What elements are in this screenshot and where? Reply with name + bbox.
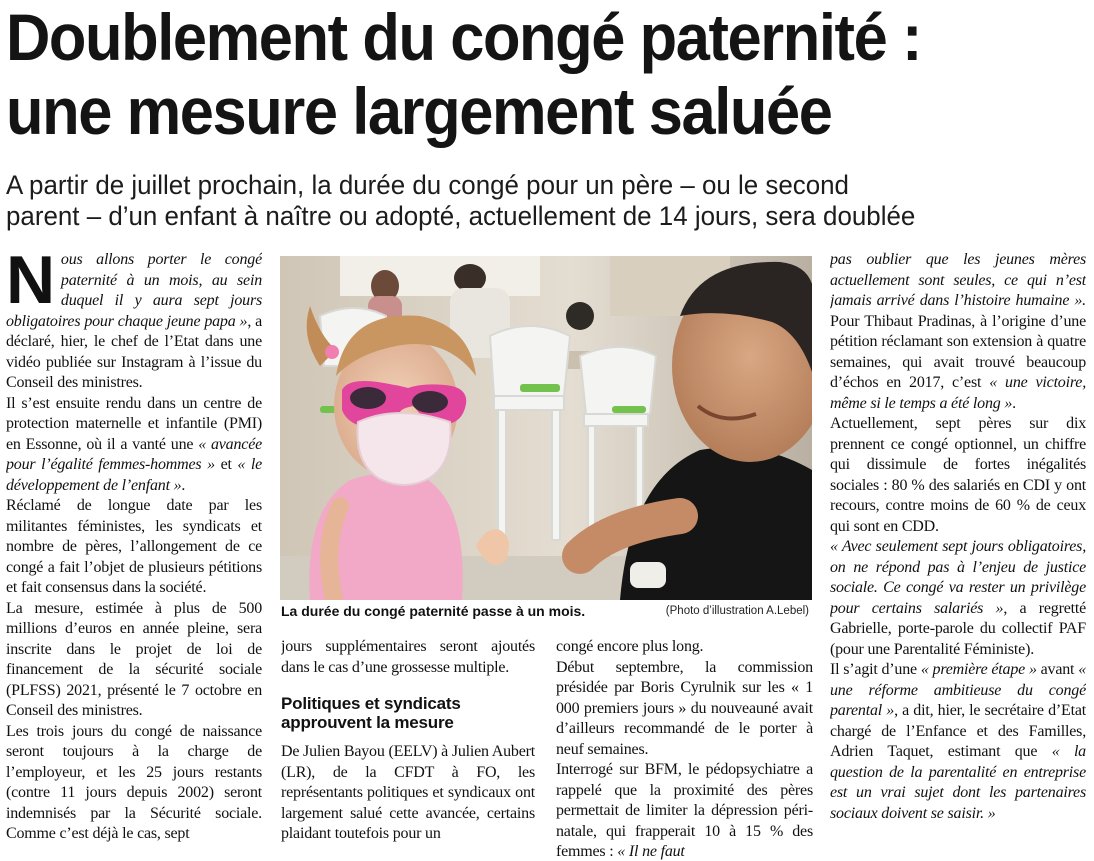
paragraph: Les trois jours du congé de naissance seront toujours à la charge de l’employeur, et les 25 jours restants (contre 11 jours depuis 2002) seront indemnisés par la Sécurité sociale. Comme c’est déjà le cas, sept — [6, 722, 262, 842]
section-heading: Politiques et syndicats approuvent la mesure — [281, 694, 461, 732]
headline-line-2: une mesure largement saluée — [6, 74, 832, 148]
text: . — [1012, 394, 1016, 412]
text: avant — [1036, 661, 1079, 678]
subhead-line-1: A partir de juillet prochain, la durée du congé pour un père – ou le second — [6, 170, 849, 200]
quote: ous allons porter le congé paternité à un mois, au sein duquel il y aura sept jours obligatoires pour chaque jeune papa » — [6, 251, 262, 330]
paragraph: Actuellement, sept pères sur dix prennent ce congé optionnel, un chiffre qui dissimule de fortes inégalités sociales : 80 % des salariés en CDI y ont recours, contre moins de 60 % de ceux qui sont en CDD. — [830, 415, 1086, 535]
photo-credit: (Photo d’illustration A.Lebel) — [665, 605, 809, 617]
quote: « une victoire, même si le temps a été long » — [830, 374, 1086, 412]
paragraph: congé encore plus long. — [556, 638, 704, 655]
text: et — [214, 456, 238, 473]
photo-caption — [281, 603, 813, 623]
photo-illustration — [280, 256, 812, 600]
article-headline — [6, 0, 1016, 148]
paragraph: jours supplémentaires seront ajoutés dans le cas d’une grossesse multiple. — [281, 638, 535, 676]
paragraph: Réclamé de longue date par les militantes féministes, les syndicats et nombre de pères, l’allongement de ce congé a fait l’objet de plusieurs pétitions et fait consensus dans la société. — [6, 497, 262, 596]
column-4 — [830, 250, 1086, 861]
quote: « avancée pour l’égalité femmes-hommes » — [6, 435, 262, 473]
paragraph — [830, 660, 1086, 824]
quote: « la question de la parentalité en entreprise est un vrai sujet dont les partenaires sociaux doivent se saisir. » — [830, 743, 1086, 822]
drop-cap: N — [6, 250, 55, 318]
headline-line-1: Doublement du congé paternité : — [6, 0, 922, 74]
quote: « Avec seulement sept jours obligatoires, on ne répond pas à l’enjeu de justice sociale. Ce congé va rester un privilège pour certains salariés » — [830, 538, 1086, 617]
paragraph: La mesure, estimée à plus de 500 millions d’euros en année pleine, sera inscrite dans le projet de loi de financement de la sécurité sociale (PLFSS) 2021, présenté le 7 octobre en Conseil des ministres. — [6, 599, 262, 719]
column-3 — [556, 637, 813, 861]
quote: « Il ne faut — [617, 843, 685, 860]
quote: « le développement de l’enfant » — [6, 456, 262, 494]
subhead-line-2: parent – d’un enfant à naître ou adopté, actuellement de 14 jours, sera doublée — [6, 201, 916, 231]
text: . — [181, 476, 186, 494]
paragraph — [6, 250, 262, 394]
article-subhead — [6, 170, 1052, 232]
text: , a déclaré, hier, le chef de l’Etat dans une vidéo publiée sur Instagram à l’issue du Conseil des ministres. — [6, 312, 262, 391]
caption-text: La durée du congé paternité passe à un mois. — [281, 603, 586, 619]
column-2 — [281, 637, 535, 861]
text: Il s’est ensuite rendu dans un centre de protection maternelle et infantile (PMI) en Essonne, où il a vanté une — [6, 394, 262, 453]
paragraph: De Julien Bayou (EELV) à Julien Aubert (LR), de la CFDT à FO, les représentants politiques et syndicaux ont largement salué cette avancée, certains plaidant toutefois pour un — [281, 743, 535, 842]
paragraph — [830, 250, 1086, 414]
text: , a regretté Gabrielle, porte-parole du collectif PAF (pour une Parentalité Féministe). — [830, 599, 1086, 658]
paragraph — [830, 537, 1086, 660]
paragraph: Début septembre, la commission présidée par Boris Cyrulnik sur les « 1 000 premiers jours » du nouveauné avait d’ailleurs recommandé de le porter à neuf semaines. — [556, 658, 813, 758]
text: Interrogé sur BFM, le pédopsychiatre a rappelé que la proximité des pères permettait de limiter la dépression péri-natale, qui frapperait 10 à 15 % des femmes : — [556, 761, 813, 860]
paragraph — [556, 760, 813, 861]
text: Pour Thibaut Pradinas, à l’origine d’une pétition réclamant son extension à quatre semaines, qui avait trouvé beaucoup d’échos en 2017, c’est — [830, 312, 1086, 391]
quote: « première étape » — [920, 661, 1037, 678]
quote: pas oublier que les jeunes mères actuellement sont seules, ce qui n’est jamais arrivé dans l’histoire humaine ». — [830, 251, 1086, 309]
column-1 — [6, 250, 262, 861]
text: , a dit, hier, le secrétaire d’Etat chargé de l’Enfance et des Familles, Adrien Taquet, estimant que — [830, 702, 1086, 760]
paragraph — [6, 394, 262, 497]
text: Il s’agit d’une — [830, 661, 921, 678]
article-photo — [280, 256, 812, 600]
quote: « une réforme ambitieuse du congé parental » — [830, 661, 1086, 719]
